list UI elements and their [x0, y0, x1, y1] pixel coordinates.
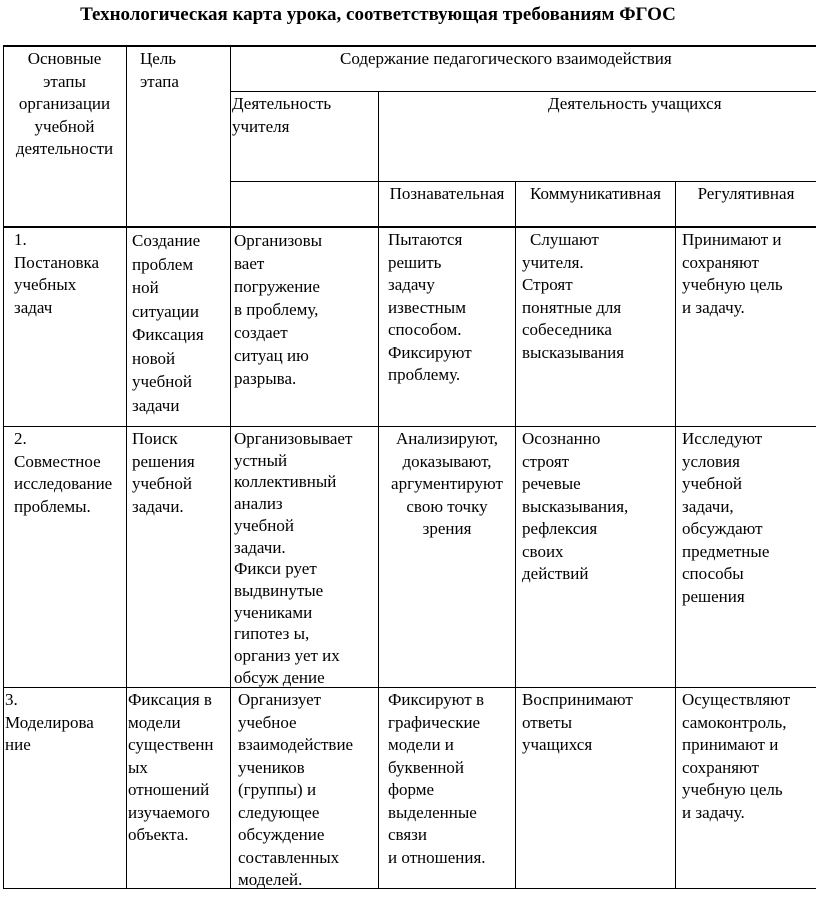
row-3-teacher: Организует учебное взаимодействие учеников (группы) и следующее обсуждение составленных моделей.	[238, 690, 354, 889]
header-interaction: Содержание педагогического взаимодействия	[340, 49, 672, 68]
table-rule	[230, 45, 231, 889]
table-rule	[3, 426, 816, 427]
row-3-cognitive: Фиксируют в графические модели и буквенной форме выделенные связи и отношения.	[388, 690, 486, 867]
row-1-communicative: Слушают учителя. Строят понятные для собеседника высказывания	[522, 230, 625, 362]
row-1-cognitive: Пытаются решить задачу известным способом. Фиксируют проблему.	[388, 230, 472, 384]
table-rule	[3, 888, 816, 889]
row-2-regulative: Исследуют условия учебной задачи, обсуждают предметные способы решения	[682, 429, 770, 606]
header-regulative: Регулятивная	[697, 184, 795, 203]
table-rule	[3, 45, 816, 47]
row-1-regulative: Принимают и сохраняют учебную цель и задачу.	[682, 230, 783, 317]
header-students: Деятельность учащихся	[548, 94, 722, 113]
row-3-stage: 3. Моделирова ние	[5, 690, 94, 754]
row-3-communicative: Воспринимают ответы учащихся	[522, 690, 633, 754]
row-2-teacher: Организовывает устный коллективный анализ учебной задачи. Фикси рует выдвинутые учениками гипотез ы, организ ует их обсуж дение	[234, 429, 353, 687]
row-1-stage: 1. Постановка учебных задач	[14, 230, 100, 317]
table-rule	[3, 45, 4, 889]
row-3-goal: Фиксация в модели существенн ых отношений изучаемого объекта.	[128, 690, 214, 844]
page-title: Технологическая карта урока, соответствующая требованиям ФГОС	[80, 4, 676, 25]
table-rule	[230, 91, 816, 92]
table-rule	[126, 45, 127, 889]
table-rule	[3, 226, 816, 228]
table-rule	[3, 687, 816, 688]
row-2-cognitive: Анализируют, доказывают, аргументируют свою точку зрения	[391, 429, 503, 538]
row-2-goal: Поиск решения учебной задачи.	[132, 429, 195, 516]
header-cognitive: Познавательная	[389, 184, 505, 203]
header-stages: Основные этапы организации учебной деятельности	[15, 49, 114, 158]
header-communicative: Коммуникативная	[529, 184, 661, 203]
table-rule	[515, 181, 516, 889]
header-goal: Цель этапа	[140, 49, 179, 91]
row-1-goal: Создание проблем ной ситуации Фиксация новой учебной задачи	[132, 231, 204, 415]
row-2-stage: 2. Совместное исследование проблемы.	[14, 429, 113, 516]
row-3-regulative: Осуществляют самоконтроль, принимают и сохраняют учебную цель и задачу.	[682, 690, 791, 822]
row-1-teacher: Организовы вает погружение в проблему, создает ситуац ию разрыва.	[234, 231, 323, 388]
table-rule	[675, 181, 676, 889]
header-teacher: Деятельность учителя	[232, 94, 332, 136]
table-rule	[230, 181, 816, 182]
row-2-communicative: Осознанно строят речевые высказывания, рефлексия своих действий	[522, 429, 629, 583]
